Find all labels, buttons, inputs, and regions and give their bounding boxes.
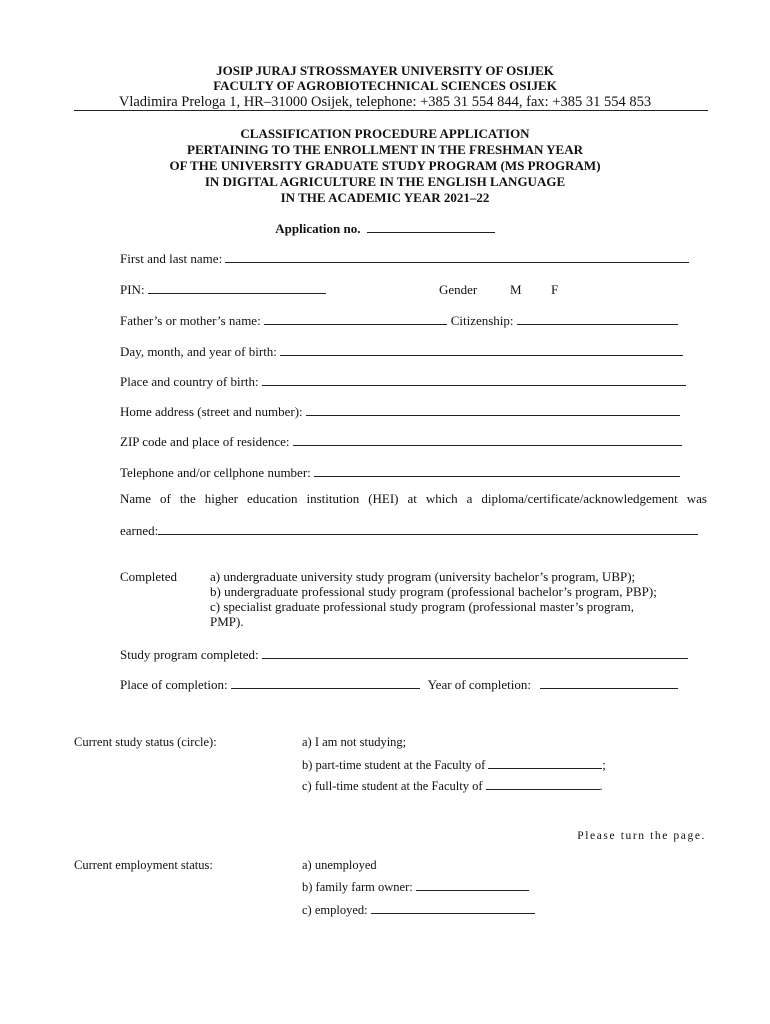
study-status-option-b-end: ; <box>602 758 606 772</box>
completed-option-b[interactable]: b) undergraduate professional study program (professional bachelor’s program, PBP); <box>210 584 657 599</box>
phone-label: Telephone and/or cellphone number: <box>120 465 311 480</box>
study-status-option-a[interactable]: a) I am not studying; <box>302 735 407 749</box>
employment-option-c-label: c) employed: <box>302 903 368 917</box>
birthplace-field[interactable] <box>262 374 686 386</box>
place-completion-field[interactable] <box>231 677 420 689</box>
zip-label: ZIP code and place of residence: <box>120 434 290 449</box>
year-completion-label: Year of completion: <box>427 677 531 692</box>
faculty-name: FACULTY OF AGROBIOTECHNICAL SCIENCES OSIJEK <box>213 78 557 93</box>
dob-label: Day, month, and year of birth: <box>120 344 277 359</box>
dob-row <box>120 344 683 360</box>
name-field[interactable] <box>225 251 689 263</box>
study-program-row <box>120 647 688 663</box>
phone-field[interactable] <box>314 465 680 477</box>
family-farm-field[interactable] <box>416 879 529 891</box>
gender-label: Gender <box>439 282 478 297</box>
completed-option-a[interactable]: a) undergraduate university study program (university bachelor’s program, UBP); <box>210 569 636 584</box>
form-title-line-4: IN DIGITAL AGRICULTURE IN THE ENGLISH LANGUAGE <box>204 174 566 189</box>
study-status-part-time-faculty-field[interactable] <box>488 757 602 769</box>
citizenship-label: Citizenship: <box>450 313 514 328</box>
faculty-address: Vladimira Preloga 1, HR–31000 Osijek, telephone: +385 31 554 844, fax: +385 31 554 853 <box>118 94 652 110</box>
parent-name-field[interactable] <box>264 313 447 325</box>
employment-option-c[interactable] <box>302 902 535 918</box>
hei-field[interactable] <box>158 523 698 535</box>
study-status-option-b[interactable] <box>302 757 606 773</box>
completed-option-c-cont: PMP). <box>210 614 244 629</box>
hei-row <box>120 523 698 539</box>
birthplace-label: Place and country of birth: <box>120 374 259 389</box>
pin-row <box>120 282 326 298</box>
completed-label: Completed <box>120 569 178 584</box>
employment-status-label: Current employment status: <box>74 858 213 872</box>
hei-label: Name of the higher education institution (HEI) at which a diploma/certificate/acknowledgement was <box>120 491 707 506</box>
completion-row <box>120 677 678 693</box>
home-address-field[interactable] <box>306 404 680 416</box>
study-program-field[interactable] <box>262 647 688 659</box>
application-number-label: Application no. <box>275 221 361 236</box>
gender-option-f[interactable]: F <box>551 282 559 297</box>
study-status-option-c[interactable] <box>302 778 603 794</box>
employment-option-b[interactable] <box>302 879 529 895</box>
name-label: First and last name: <box>120 251 223 266</box>
pin-label: PIN: <box>120 282 145 297</box>
study-status-label: Current study status (circle): <box>74 735 217 749</box>
pin-field[interactable] <box>148 282 326 294</box>
form-title-line-2: PERTAINING TO THE ENROLLMENT IN THE FRESHMAN YEAR <box>187 142 583 157</box>
gender-option-m[interactable]: M <box>510 282 522 297</box>
home-address-label: Home address (street and number): <box>120 404 303 419</box>
study-status-option-c-end: . <box>599 779 603 793</box>
study-program-label: Study program completed: <box>120 647 259 662</box>
name-row <box>120 251 689 267</box>
completed-option-c[interactable]: c) specialist graduate professional study program (professional master’s program, <box>210 599 634 614</box>
home-address-row <box>120 404 680 420</box>
application-number <box>0 221 770 237</box>
citizenship-field[interactable] <box>517 313 678 325</box>
year-completion-field[interactable] <box>540 677 678 689</box>
header-divider <box>74 110 708 111</box>
zip-row <box>120 434 682 450</box>
application-number-field[interactable] <box>367 221 495 233</box>
form-title-line-1: CLASSIFICATION PROCEDURE APPLICATION <box>240 126 530 141</box>
employment-option-a[interactable]: a) unemployed <box>302 858 377 872</box>
study-status-option-b-label: b) part-time student at the Faculty of <box>302 758 486 772</box>
form-title-line-3: OF THE UNIVERSITY GRADUATE STUDY PROGRAM (MS PROGRAM) <box>169 158 601 173</box>
study-status-full-time-faculty-field[interactable] <box>486 778 600 790</box>
employer-field[interactable] <box>371 902 535 914</box>
birthplace-row <box>120 374 686 390</box>
place-completion-label: Place of completion: <box>120 677 228 692</box>
employment-option-b-label: b) family farm owner: <box>302 880 413 894</box>
form-title-line-5: IN THE ACADEMIC YEAR 2021–22 <box>280 190 490 205</box>
turn-page-note: Please turn the page. <box>577 830 706 842</box>
zip-field[interactable] <box>293 434 682 446</box>
dob-field[interactable] <box>280 344 683 356</box>
study-status-option-c-label: c) full-time student at the Faculty of <box>302 779 483 793</box>
phone-row <box>120 465 680 481</box>
university-name: JOSIP JURAJ STROSSMAYER UNIVERSITY OF OSIJEK <box>216 63 554 78</box>
parent-name-label: Father’s or mother’s name: <box>120 313 261 328</box>
parent-row <box>120 313 678 329</box>
hei-earned-label: earned: <box>120 523 159 538</box>
